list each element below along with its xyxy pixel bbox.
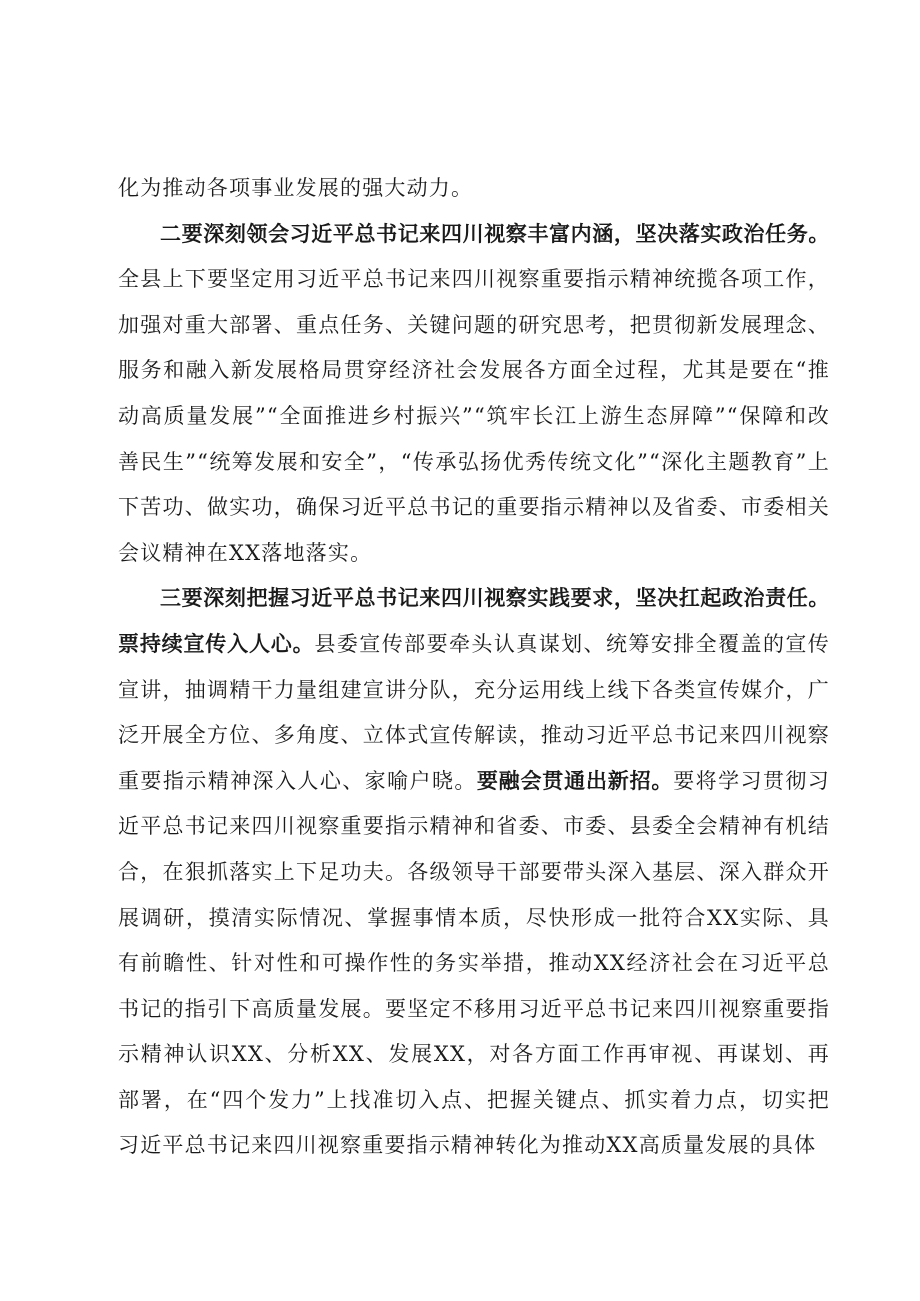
paragraph-3-lead-2: 要融会贯通出新招。	[476, 768, 674, 793]
document-body	[118, 166, 830, 1169]
paragraph-continuation: 化为推动各项事业发展的强大动力。	[118, 176, 474, 200]
paragraph-2	[118, 212, 830, 577]
paragraph-3-lead-1: 票持续宣传入人心。	[118, 631, 315, 656]
paragraph-3-text-2: 要将学习贯彻习近平总书记来四川视察重要指示精神和省委、市委、县委全会精神有机结合，在狠抓落实上下足功夫。各级领导干部要带头深入基层、深入群众开展调研，摸清实际情况、掌握事情本质，尽快形成一批符合XX实际、具有前瞻性、针对性和可操作性的务实举措，推动XX经济社会在习近平总书记的指引下高质量发展。要坚定不移用习近平总书记来四川视察重要指示精神认识XX、分析XX、发展XX，对各方面工作再审视、再谋划、再部署，在“四个发力”上找准切入点、把握关键点、抓实着力点，切实把习近平总书记来四川视察重要指示精神转化为推动XX高质量发展的具体	[118, 768, 831, 1158]
paragraph-2-body: 全县上下要坚定用习近平总书记来四川视察重要指示精神统揽各项工作，加强对重大部署、重点任务、关键问题的研究思考，把贯彻新发展理念、服务和融入新发展格局贯穿经济社会发展各方面全过程，尤其是要在“推动高质量发展”“全面推进乡村振兴”“筑牢长江上游生态屏障”“保障和改善民生”“统筹发展和安全”，“传承弘扬优秀传统文化”“深化主题教育”上下苦功、做实功，确保习近平总书记的重要指示精神以及省委、市委相关会议精神在XX落地落实。	[118, 267, 830, 565]
paragraph-3-heading: 三要深刻把握习近平总书记来四川视察实践要求，坚决扛起政治责任。	[160, 586, 830, 611]
paragraph-3-text-1: 县委宣传部要牵头认真谋划、统筹安排全覆盖的宣传宣讲，抽调精干力量组建宣讲分队，充分运用线上线下各类宣传媒介，广泛开展全方位、多角度、立体式宣传解读，推动习近平总书记来四川视察重要指示精神深入人心、家喻户晓。	[118, 631, 830, 793]
paragraph-3	[118, 576, 830, 1169]
paragraph-2-heading: 二要深刻领会习近平总书记来四川视察丰富内涵，坚决落实政治任务。	[160, 221, 830, 246]
